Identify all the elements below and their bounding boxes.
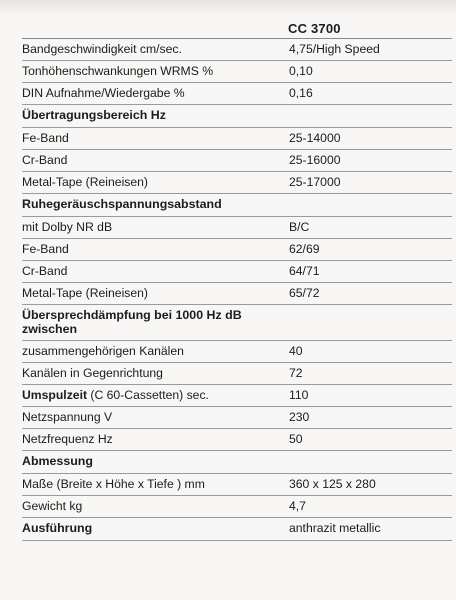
spec-label: Cr-Band	[22, 153, 68, 167]
section-heading: Übersprechdämpfung bei 1000 Hz dB zwischen	[22, 308, 242, 336]
spec-row	[22, 474, 452, 496]
spec-value: 50	[289, 432, 303, 446]
section-heading-row	[22, 518, 452, 541]
spec-value: 64/71	[289, 264, 320, 278]
spec-row	[22, 217, 452, 239]
spec-row	[22, 83, 452, 105]
spec-value: 62/69	[289, 242, 320, 256]
spec-row	[22, 38, 452, 61]
spec-value: 230	[289, 410, 310, 424]
spec-label: Metal-Tape (Reineisen)	[22, 175, 148, 189]
spec-row	[22, 150, 452, 172]
spec-label: Netzspannung V	[22, 410, 113, 424]
spec-row	[22, 261, 452, 283]
spec-label: Fe-Band	[22, 131, 69, 145]
spec-label: Metal-Tape (Reineisen)	[22, 286, 148, 300]
model-header: CC 3700	[288, 21, 341, 36]
spec-value: 72	[289, 366, 303, 380]
spec-value: 25-14000	[289, 131, 341, 145]
spec-label: Bandgeschwindigkeit cm/sec.	[22, 42, 182, 56]
spec-value: 25-16000	[289, 153, 341, 167]
spec-label: zusammengehörigen Kanälen	[22, 344, 184, 358]
spec-value: 25-17000	[289, 175, 341, 189]
spec-row	[22, 239, 452, 261]
spec-value: anthrazit metallic	[289, 521, 381, 535]
spec-row	[22, 429, 452, 451]
spec-value: 0,10	[289, 64, 313, 78]
spec-label: mit Dolby NR dB	[22, 220, 113, 234]
spec-label: Netzfrequenz Hz	[22, 432, 113, 446]
spec-label: Tonhöhenschwankungen WRMS %	[22, 64, 214, 78]
spec-value: B/C	[289, 220, 310, 234]
spec-row	[22, 172, 452, 194]
spec-row	[22, 407, 452, 429]
spec-label: DIN Aufnahme/Wiedergabe %	[22, 86, 185, 100]
section-heading-row	[22, 194, 452, 217]
section-heading: Ruhegeräuschspannungsabstand	[22, 197, 222, 211]
spec-row	[22, 128, 452, 150]
scan-shadow	[0, 0, 456, 16]
spec-row	[22, 341, 452, 363]
spec-label-rest: (C 60-Cassetten) sec.	[87, 388, 209, 402]
spec-row	[22, 363, 452, 385]
spec-label: Kanälen in Gegenrichtung	[22, 366, 163, 380]
spec-label: Maße (Breite x Höhe x Tiefe ) mm	[22, 477, 205, 491]
spec-label	[22, 388, 284, 402]
section-heading: Abmessung	[22, 454, 93, 468]
spec-row	[22, 496, 452, 518]
spec-value: 65/72	[289, 286, 320, 300]
spec-row	[22, 61, 452, 83]
section-heading-row	[22, 305, 452, 341]
section-heading: Ausführung	[22, 521, 93, 535]
spec-label: Fe-Band	[22, 242, 69, 256]
spec-label-bold: Umspulzeit	[22, 388, 88, 402]
spec-label: Gewicht kg	[22, 499, 83, 513]
section-heading-row	[22, 451, 452, 474]
spec-value: 4,75/High Speed	[289, 42, 380, 56]
spec-value: 40	[289, 344, 303, 358]
section-heading: Übertragungsbereich Hz	[22, 108, 166, 122]
spec-row	[22, 385, 452, 407]
spec-table	[22, 38, 452, 541]
spec-value: 110	[289, 388, 309, 402]
spec-value: 360 x 125 x 280	[289, 477, 376, 491]
section-heading-row	[22, 105, 452, 128]
spec-value: 4,7	[289, 499, 306, 513]
spec-value: 0,16	[289, 86, 313, 100]
spec-row	[22, 283, 452, 305]
spec-label: Cr-Band	[22, 264, 68, 278]
